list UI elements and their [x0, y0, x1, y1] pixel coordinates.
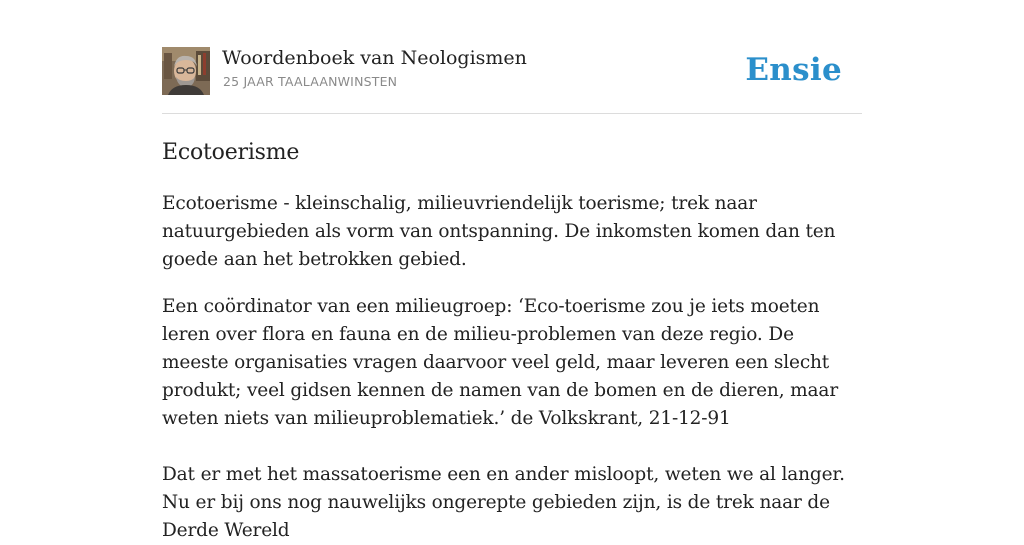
- entry-title: Ecotoerisme: [162, 140, 300, 165]
- author-avatar[interactable]: [162, 47, 210, 95]
- brand-logo[interactable]: Ensie: [745, 52, 842, 88]
- entry-paragraph-definition: Ecotoerisme - kleinschalig, milieuvriendelijk toerisme; trek naar natuurgebieden als vorm van ontspanning. De inkomsten komen dan ten goede aan het betrokken gebied.: [162, 193, 836, 270]
- header-divider: [162, 113, 862, 114]
- entry-paragraph-quote: Een coördinator van een milieugroep: ‘Eco-toerisme zou je iets moeten leren over flora en fauna en de milieu-problemen van deze regio. De meeste organisaties vragen daarvoor veel geld, maar leveren een slecht produkt; veel gidsen kennen de namen van de bomen en de dieren, maar weten niets van milieuproblematiek.’ de Volkskrant, 21-12-91: [162, 296, 839, 429]
- source-subtitle: 25 JAAR TAALAANWINSTEN: [223, 74, 398, 89]
- entry-article: [162, 136, 864, 545]
- source-header: [162, 46, 862, 96]
- source-title[interactable]: Woordenboek van Neologismen: [222, 47, 527, 69]
- author-portrait-icon: [162, 47, 210, 95]
- entry-paragraph-body: Dat er met het massatoerisme een en ander misloopt, weten we al langer. Nu er bij ons nog nauwelijks ongerepte gebieden zijn, is de trek naar de Derde Wereld: [162, 464, 845, 541]
